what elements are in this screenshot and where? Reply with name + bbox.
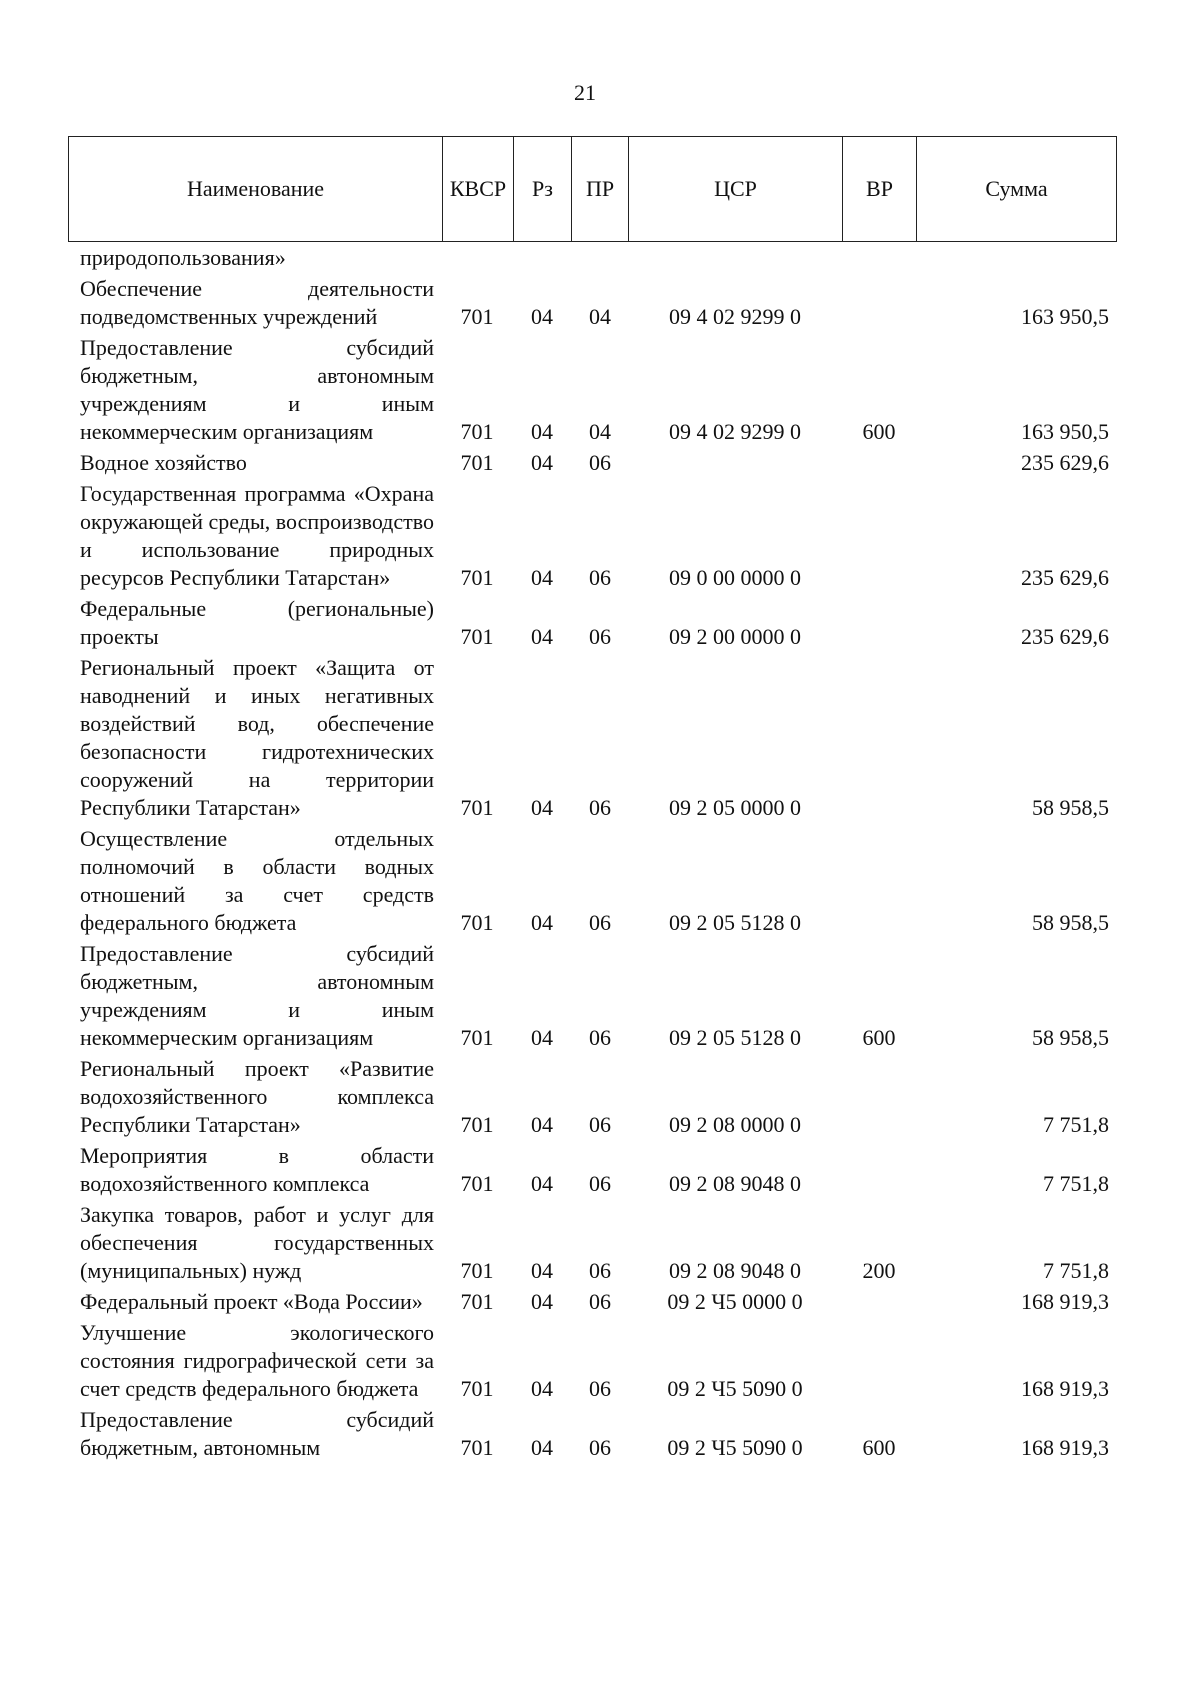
table-row (80, 1288, 1117, 1316)
row-pr: 06 (589, 1435, 611, 1460)
table-row (80, 1201, 1117, 1285)
row-name: Обеспечение деятельности подведомственных учреждений (80, 276, 434, 329)
row-kvsr: 701 (460, 1112, 494, 1137)
row-sum: 7 751,8 (1043, 1258, 1109, 1283)
table-body (80, 244, 1117, 1465)
table-row (80, 1319, 1117, 1403)
row-name: Региональный проект «Защита от наводнений и иных негативных воздействий вод, обеспечение безопасности гидротехнических сооружений на территории Республики Татарстан» (80, 655, 434, 820)
row-vr: 600 (862, 1435, 896, 1460)
row-csr: 09 2 05 0000 0 (669, 795, 801, 820)
column-header-csr: ЦСР (629, 137, 843, 241)
row-csr: 09 4 02 9299 0 (669, 419, 801, 444)
row-rz: 04 (531, 1112, 553, 1137)
row-rz: 04 (531, 1258, 553, 1283)
row-kvsr: 701 (460, 304, 494, 329)
row-sum: 163 950,5 (1021, 419, 1109, 444)
row-sum: 163 950,5 (1021, 304, 1109, 329)
row-sum: 235 629,6 (1021, 450, 1109, 475)
row-pr: 06 (589, 1258, 611, 1283)
row-csr: 09 2 Ч5 5090 0 (667, 1435, 803, 1460)
row-name: Закупка товаров, работ и услуг для обеспечения государственных (муниципальных) нужд (80, 1202, 434, 1283)
table-row (80, 334, 1117, 446)
row-kvsr: 701 (460, 1289, 494, 1314)
row-rz: 04 (531, 1289, 553, 1314)
row-csr: 09 0 00 0000 0 (669, 565, 801, 590)
column-header-sum: Сумма (985, 176, 1048, 201)
row-rz: 04 (531, 1435, 553, 1460)
table-row (80, 654, 1117, 822)
row-name: Осуществление отдельных полномочий в области водных отношений за счет средств федерального бюджета (80, 826, 434, 935)
table-header (68, 136, 1117, 242)
row-pr: 06 (589, 1376, 611, 1401)
row-pr: 06 (589, 1112, 611, 1137)
row-kvsr: 701 (460, 624, 494, 649)
row-csr: 09 2 00 0000 0 (669, 624, 801, 649)
row-vr: 600 (862, 1025, 896, 1050)
row-rz: 04 (531, 1025, 553, 1050)
row-kvsr: 701 (460, 1376, 494, 1401)
row-kvsr: 701 (460, 450, 494, 475)
row-vr: 600 (862, 419, 896, 444)
row-kvsr: 701 (460, 1171, 494, 1196)
row-csr: 09 2 08 9048 0 (669, 1258, 801, 1283)
table-row (80, 1142, 1117, 1198)
row-rz: 04 (531, 624, 553, 649)
row-kvsr: 701 (460, 910, 494, 935)
row-csr: 09 2 08 0000 0 (669, 1112, 801, 1137)
row-kvsr: 701 (460, 565, 494, 590)
table-row (80, 595, 1117, 651)
row-pr: 06 (589, 565, 611, 590)
row-pr: 04 (589, 304, 611, 329)
row-pr: 06 (589, 1171, 611, 1196)
row-name: Региональный проект «Развитие водохозяйственного комплекса Республики Татарстан» (80, 1056, 434, 1137)
row-sum: 7 751,8 (1043, 1171, 1109, 1196)
row-csr: 09 2 Ч5 5090 0 (667, 1376, 803, 1401)
row-name: Предоставление субсидий бюджетным, автономным учреждениям и иным некоммерческим организациям (80, 335, 434, 444)
row-rz: 04 (531, 910, 553, 935)
table-row (80, 244, 1117, 272)
row-sum: 235 629,6 (1021, 624, 1109, 649)
row-pr: 06 (589, 450, 611, 475)
row-sum: 7 751,8 (1043, 1112, 1109, 1137)
row-sum: 58 958,5 (1032, 1025, 1109, 1050)
page-number: 21 (574, 80, 596, 105)
row-vr: 200 (862, 1258, 896, 1283)
row-rz: 04 (531, 304, 553, 329)
row-rz: 04 (531, 1171, 553, 1196)
row-name: Предоставление субсидий бюджетным, автономным учреждениям и иным некоммерческим организациям (80, 941, 434, 1050)
row-name: Улучшение экологического состояния гидрографической сети за счет средств федерального бюджета (80, 1320, 434, 1401)
table-row (80, 1055, 1117, 1139)
row-kvsr: 701 (460, 1435, 494, 1460)
row-pr: 06 (589, 910, 611, 935)
row-kvsr: 701 (460, 1258, 494, 1283)
row-csr: 09 2 05 5128 0 (669, 910, 801, 935)
row-pr: 06 (589, 795, 611, 820)
table-row (80, 449, 1117, 477)
row-rz: 04 (531, 450, 553, 475)
row-sum: 168 919,3 (1021, 1376, 1109, 1401)
row-name: природопользования» (80, 245, 286, 270)
row-pr: 06 (589, 624, 611, 649)
table-row (80, 1406, 1117, 1462)
row-csr: 09 2 Ч5 0000 0 (667, 1289, 803, 1314)
row-name: Государственная программа «Охрана окружающей среды, воспроизводство и использование природных ресурсов Республики Татарстан» (80, 481, 434, 590)
row-kvsr: 701 (460, 795, 494, 820)
row-pr: 06 (589, 1289, 611, 1314)
row-rz: 04 (531, 565, 553, 590)
row-rz: 04 (531, 419, 553, 444)
row-pr: 06 (589, 1025, 611, 1050)
row-name: Водное хозяйство (80, 450, 247, 475)
row-pr: 04 (589, 419, 611, 444)
table-row (80, 940, 1117, 1052)
column-header-vr: ВР (843, 137, 917, 241)
row-sum: 168 919,3 (1021, 1289, 1109, 1314)
row-name: Федеральные (региональные) проекты (80, 596, 434, 649)
row-kvsr: 701 (460, 1025, 494, 1050)
row-sum: 58 958,5 (1032, 910, 1109, 935)
row-sum: 235 629,6 (1021, 565, 1109, 590)
column-header-pr: ПР (572, 137, 629, 241)
table-row (80, 275, 1117, 331)
column-header-name: Наименование (69, 137, 443, 241)
row-name: Федеральный проект «Вода России» (80, 1289, 423, 1314)
row-csr: 09 2 08 9048 0 (669, 1171, 801, 1196)
table-row (80, 480, 1117, 592)
row-csr: 09 4 02 9299 0 (669, 304, 801, 329)
row-kvsr: 701 (460, 419, 494, 444)
column-header-kvsr: КВСР (443, 137, 514, 241)
row-sum: 58 958,5 (1032, 795, 1109, 820)
table-row (80, 825, 1117, 937)
row-rz: 04 (531, 1376, 553, 1401)
row-rz: 04 (531, 795, 553, 820)
row-name: Мероприятия в области водохозяйственного комплекса (80, 1143, 434, 1196)
row-sum: 168 919,3 (1021, 1435, 1109, 1460)
column-header-rz: Рз (514, 137, 572, 241)
row-name: Предоставление субсидий бюджетным, автономным (80, 1407, 434, 1460)
row-csr: 09 2 05 5128 0 (669, 1025, 801, 1050)
